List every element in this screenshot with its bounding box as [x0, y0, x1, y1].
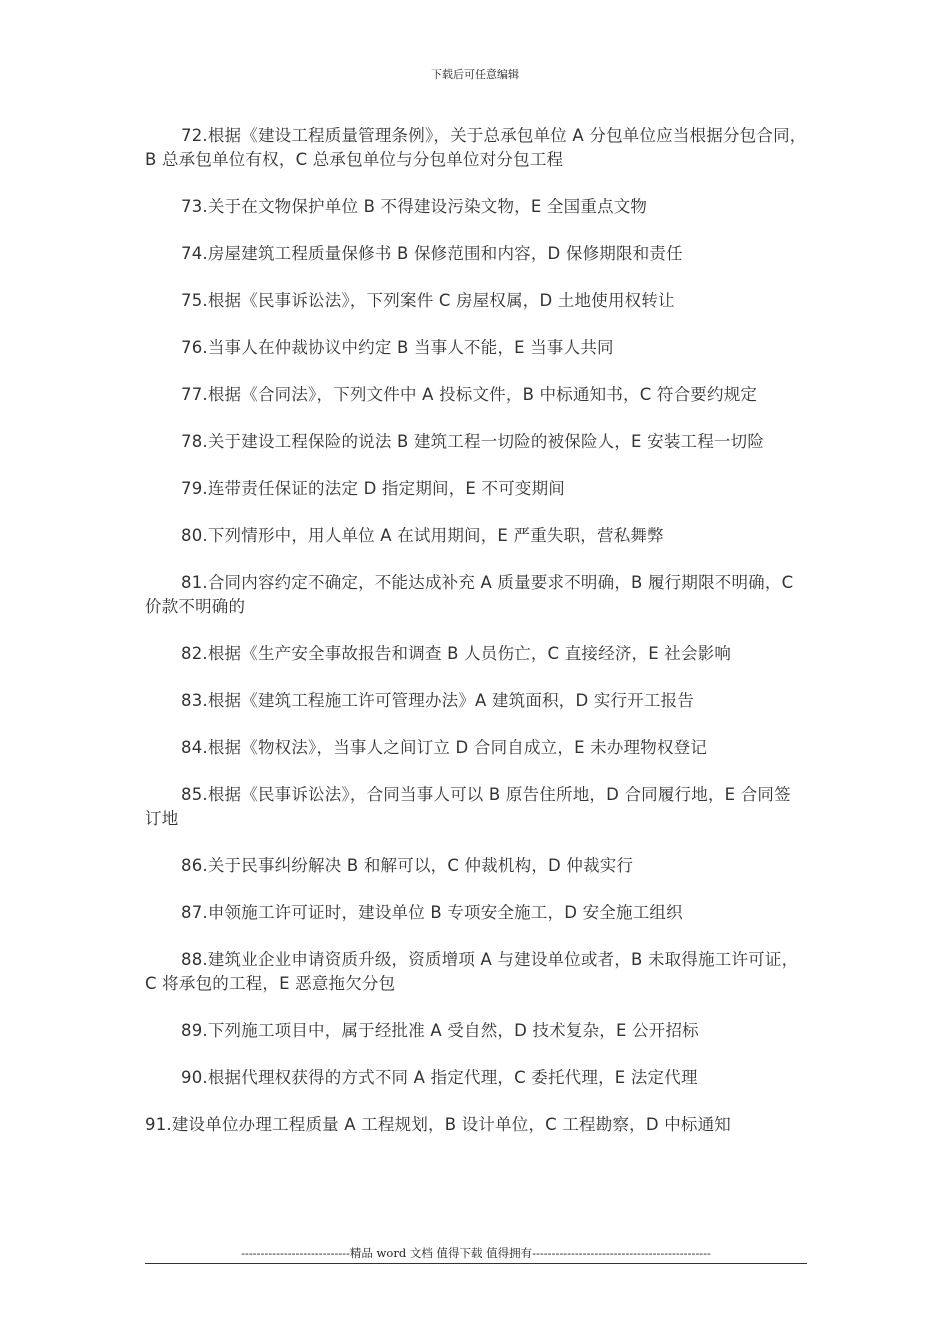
paragraph-91: 91.建设单位办理工程质量 A 工程规划，B 设计单位，C 工程勘察，D 中标通知: [145, 1115, 731, 1134]
paragraph-74: 74.房屋建筑工程质量保修书 B 保修范围和内容，D 保修期限和责任: [181, 244, 683, 263]
paragraph-73: 73.关于在文物保护单位 B 不得建设污染文物，E 全国重点文物: [181, 197, 648, 216]
paragraph-89: 89.下列施工项目中，属于经批准 A 受自然，D 技术复杂，E 公开招标: [181, 1021, 699, 1040]
paragraph-82: 82.根据《生产安全事故报告和调查 B 人员伤亡，C 直接经济，E 社会影响: [181, 644, 732, 663]
paragraph-79: 79.连带责任保证的法定 D 指定期间，E 不可变期间: [181, 479, 566, 498]
document-body: [145, 124, 807, 1160]
paragraph-85: 85.根据《民事诉讼法》，合同当事人可以 B 原告住所地，D 合同履行地，E 合同签订地: [145, 785, 791, 828]
paragraph-76: 76.当事人在仲裁协议中约定 B 当事人不能，E 当事人共同: [181, 338, 614, 357]
paragraph-88: 88.建筑业企业申请资质升级，资质增项 A 与建设单位或者，B 未取得施工许可证，C 将承包的工程，E 恶意拖欠分包: [145, 950, 799, 993]
paragraph-86: 86.关于民事纠纷解决 B 和解可以，C 仲裁机构，D 仲裁实行: [181, 856, 634, 875]
paragraph-87: 87.申领施工许可证时，建设单位 B 专项安全施工，D 安全施工组织: [181, 903, 683, 922]
paragraph-90: 90.根据代理权获得的方式不同 A 指定代理，C 委托代理，E 法定代理: [181, 1068, 698, 1087]
paragraph-80: 80.下列情形中，用人单位 A 在试用期间，E 严重失职，营私舞弊: [181, 526, 664, 545]
header-note: 下载后可任意编辑: [431, 68, 519, 81]
paragraph-75: 75.根据《民事诉讼法》，下列案件 C 房屋权属，D 土地使用权转让: [181, 291, 675, 310]
footer-note: ----------------------------精品 word 文档 值得下载 值得拥有----------------------------------------------: [241, 1246, 711, 1260]
paragraph-77: 77.根据《合同法》，下列文件中 A 投标文件，B 中标通知书，C 符合要约规定: [181, 385, 758, 404]
footer-divider: [145, 1263, 807, 1264]
paragraph-72: 72.根据《建设工程质量管理条例》，关于总承包单位 A 分包单位应当根据分包合同，B 总承包单位有权，C 总承包单位与分包单位对分包工程: [145, 126, 807, 169]
paragraph-78: 78.关于建设工程保险的说法 B 建筑工程一切险的被保险人，E 安装工程一切险: [181, 432, 765, 451]
paragraph-81: 81.合同内容约定不确定，不能达成补充 A 质量要求不明确，B 履行期限不明确，C 价款不明确的: [145, 573, 794, 616]
paragraph-83: 83.根据《建筑工程施工许可管理办法》A 建筑面积，D 实行开工报告: [181, 691, 695, 710]
paragraph-84: 84.根据《物权法》，当事人之间订立 D 合同自成立，E 未办理物权登记: [181, 738, 708, 757]
